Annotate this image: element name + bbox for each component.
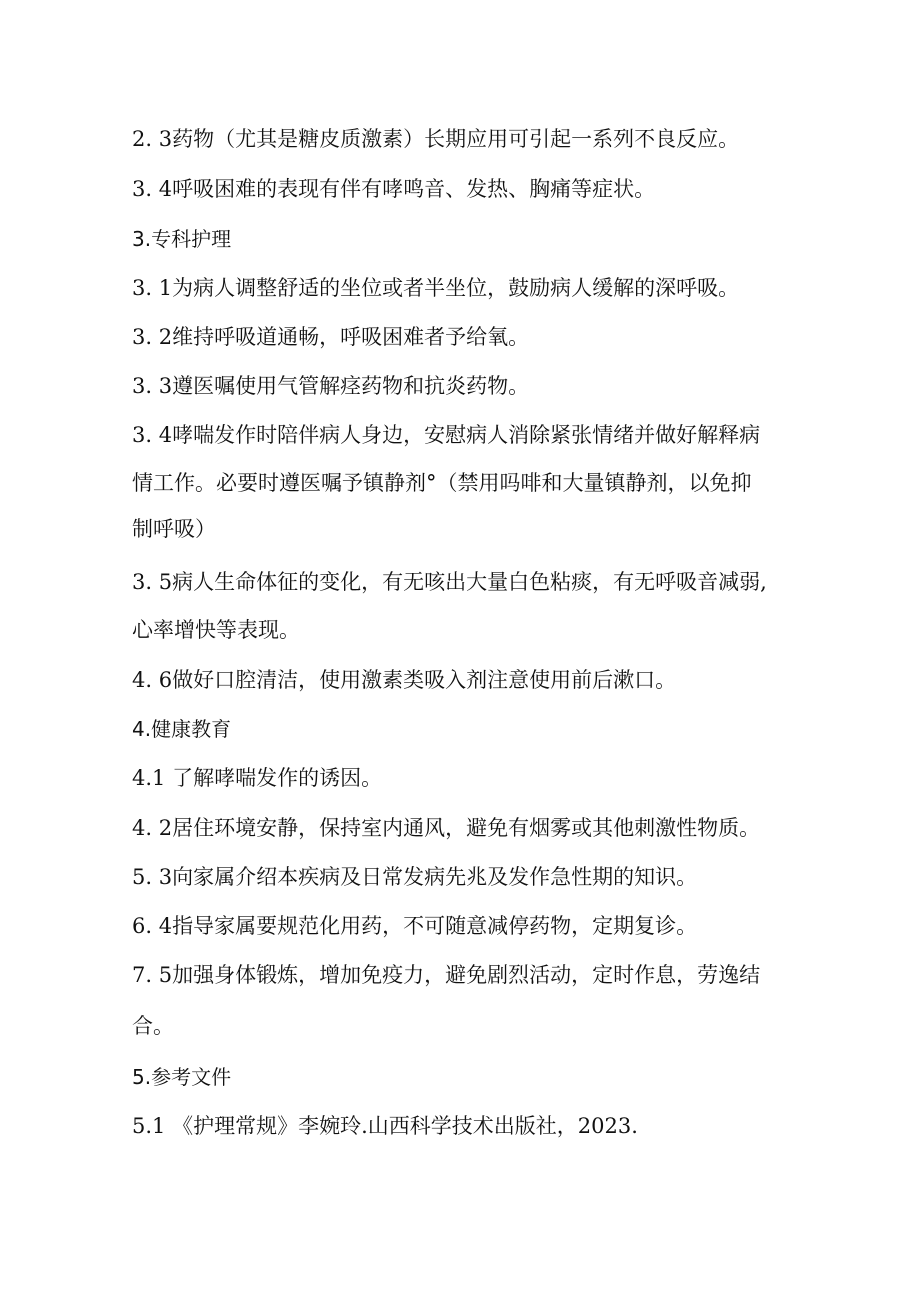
text-line: 4. 2居住环境安静，保持室内通风，避免有烟雾或其他刺激性物质。	[132, 816, 761, 840]
text-line: 3. 1为病人调整舒适的坐位或者半坐位，鼓励病人缓解的深呼吸。	[132, 276, 740, 300]
text-line: 制呼吸）	[132, 517, 216, 541]
text-line: 5.1 《护理常规》李婉玲.山西科学技术出版社，2023.	[132, 1114, 638, 1138]
text-line: 4. 6做好口腔清洁，使用激素类吸入剂注意使用前后漱口。	[132, 668, 677, 692]
text-line: 3. 4呼吸困难的表现有伴有哮鸣音、发热、胸痛等症状。	[132, 177, 656, 201]
text-line: 3. 4哮喘发作时陪伴病人身边，安慰病人消除紧张情绪并做好解释病	[132, 423, 761, 447]
text-line: 心率增快等表现。	[132, 618, 300, 642]
text-line: 5. 3向家属介绍本疾病及日常发病先兆及发作急性期的知识。	[132, 865, 698, 889]
text-line: 6. 4指导家属要规范化用药，不可随意减停药物，定期复诊。	[132, 914, 698, 938]
text-line: 合。	[132, 1014, 174, 1038]
text-line: 3. 3遵医嘱使用气管解痉药物和抗炎药物。	[132, 374, 530, 398]
text-line: 3. 5病人生命体征的变化，有无咳出大量白色粘痰，有无呼吸音减弱,	[132, 570, 767, 594]
section-heading: 3.专科护理	[132, 227, 232, 251]
text-line: 7. 5加强身体锻炼，增加免疫力，避免剧烈活动，定时作息，劳逸结	[132, 963, 761, 987]
text-line: 情工作。必要时遵医嘱予镇静剂°（禁用吗啡和大量镇静剂，以免抑	[132, 471, 752, 495]
section-heading: 5.参考文件	[132, 1065, 232, 1089]
text-line: 2. 3药物（尤其是糖皮质激素）长期应用可引起一系列不良反应。	[132, 127, 740, 151]
section-heading: 4.健康教育	[132, 717, 232, 741]
text-line: 4.1 了解哮喘发作的诱因。	[132, 766, 383, 790]
text-line: 3. 2维持呼吸道通畅，呼吸困难者予给氧。	[132, 325, 530, 349]
